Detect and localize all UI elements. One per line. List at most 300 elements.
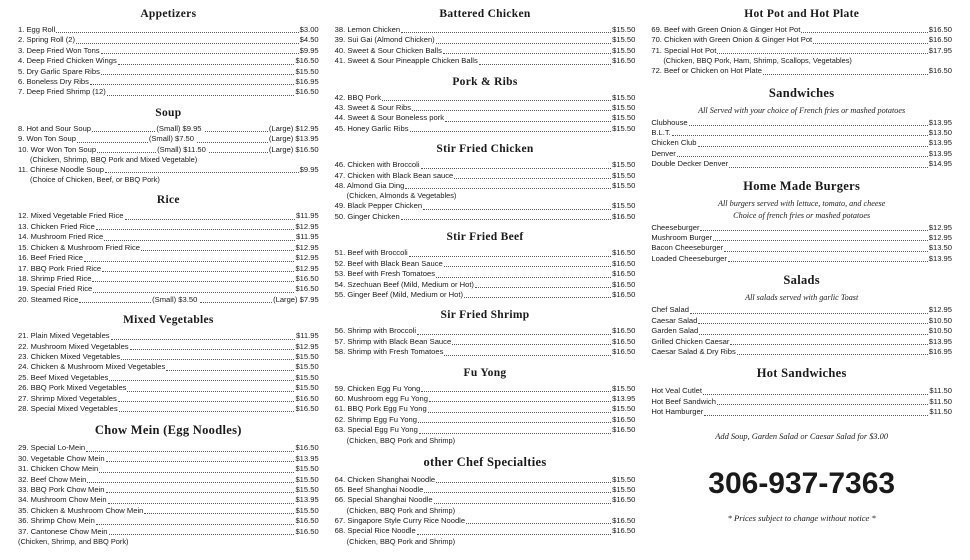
leader-dots	[410, 125, 612, 132]
item-note: (Chicken, BBQ Pork and Shrimp)	[346, 435, 456, 445]
item-name: 55. Ginger Beef (Mild, Medium or Hot)	[334, 289, 463, 299]
item-name: 72. Beef or Chicken on Hot Plate	[651, 66, 762, 76]
menu-item	[335, 415, 636, 425]
section-hot-pot-hot-plate	[651, 8, 952, 77]
item-name: 19. Special Fried Rice	[18, 284, 93, 294]
menu-item	[18, 222, 319, 232]
item-name: Hot Hamburger	[651, 407, 704, 417]
item-name: 17. BBQ Pork Fried Rice	[18, 263, 102, 273]
item-price: $9.95	[299, 45, 319, 55]
menu-item	[18, 124, 319, 134]
section-stir-fried-beef	[335, 231, 636, 300]
section-title: Rice	[156, 194, 180, 207]
leader-dots	[428, 406, 611, 413]
section-fu-yong	[335, 367, 636, 446]
item-price: $16.50	[612, 279, 636, 289]
item-price: $16.95	[295, 77, 319, 87]
section-subtitle: All Served with your choice of French fries or mashed potatoes	[698, 105, 906, 115]
item-name: Garden Salad	[651, 326, 699, 336]
menu-item	[18, 362, 319, 372]
item-price: $16.50	[295, 526, 319, 536]
item-price: $15.50	[612, 404, 636, 414]
item-name: 25. Beef Mixed Vegetables	[18, 372, 109, 382]
item-price: $15.50	[295, 485, 319, 494]
leader-dots	[419, 427, 611, 434]
item-price: $10.50	[928, 315, 953, 325]
leader-dots	[412, 104, 611, 111]
item-name: 71. Special Hot Pot	[651, 45, 717, 55]
section-title: Battered Chicken	[439, 8, 531, 20]
leader-dots	[166, 364, 294, 371]
menu-item	[651, 305, 952, 315]
section-hot-sandwiches	[651, 366, 952, 440]
item-price: $16.95	[928, 346, 953, 356]
item-price: $10.50	[928, 326, 953, 336]
leader-dots	[417, 328, 611, 335]
leader-dots	[200, 296, 272, 303]
item-price: $12.95	[928, 305, 953, 315]
item-name: 40. Sweet & Sour Chicken Balls	[334, 45, 442, 55]
item-price: $16.50	[928, 25, 953, 34]
item-name: 36. Shrimp Chow Mein	[18, 516, 95, 526]
section-title: Home Made Burgers	[743, 178, 861, 193]
menu-item	[18, 373, 319, 383]
item-price: $11.50	[929, 407, 953, 417]
leader-dots	[205, 125, 268, 132]
menu-item	[335, 259, 636, 269]
menu-item	[335, 337, 636, 347]
item-name: Cheeseburger	[651, 222, 700, 232]
leader-dots	[130, 343, 295, 350]
section-title: Pork & Ribs	[452, 75, 518, 88]
item-name: 49. Black Pepper Chicken	[334, 201, 423, 211]
item-name: 1. Egg Roll	[18, 25, 56, 34]
item-price: $11.50	[929, 396, 953, 406]
item-name: 28. Special Mixed Vegetables	[18, 403, 118, 413]
item-price: $16.50	[612, 56, 636, 66]
leader-dots	[475, 281, 611, 288]
leader-dots	[109, 528, 295, 535]
menu-item	[18, 46, 319, 56]
leader-dots	[703, 388, 928, 395]
item-price: $15.50	[612, 25, 636, 34]
item-name: Hot Beef Sandwich	[651, 396, 716, 406]
item-name: 29. Special Lo-Mein	[18, 443, 86, 453]
item-price: $16.50	[295, 403, 319, 413]
item-price: $16.50	[612, 248, 636, 258]
menu-item	[18, 25, 319, 35]
menu-item	[651, 347, 952, 357]
item-name: 32. Beef Chow Mein	[18, 474, 87, 484]
menu-item	[18, 67, 319, 77]
menu-item	[651, 149, 952, 159]
menu-item	[651, 46, 952, 56]
menu-item	[18, 352, 319, 362]
leader-dots	[717, 398, 928, 405]
item-name: 43. Sweet & Sour Ribs	[334, 103, 412, 113]
item-price: $15.50	[295, 505, 319, 515]
item-price: $15.50	[612, 181, 636, 191]
item-price: $16.50	[295, 284, 319, 294]
menu-item	[335, 425, 636, 435]
menu-item	[335, 475, 636, 485]
leader-dots	[698, 317, 927, 324]
leader-dots	[713, 234, 928, 241]
item-price: $12.95	[928, 233, 953, 243]
leader-dots	[443, 47, 611, 54]
item-note: (Chicken, Shrimp, BBQ Pork and Mixed Vegetable)	[30, 155, 198, 165]
section-title: Stir Fried Beef	[446, 231, 524, 244]
item-price: $16.50	[295, 516, 319, 526]
item-name: 47. Chicken with Black Bean sauce	[334, 170, 454, 180]
item-name: 63. Special Egg Fu Yong	[334, 425, 418, 435]
item-name: Grilled Chicken Caesar	[651, 336, 730, 346]
leader-dots	[434, 497, 611, 504]
leader-dots	[444, 349, 611, 356]
menu-item	[18, 165, 319, 175]
item-name: 5. Dry Garlic Spare Ribs	[18, 66, 100, 76]
item-price: $15.50	[295, 474, 319, 484]
leader-dots	[690, 307, 928, 314]
leader-dots	[107, 89, 295, 96]
leader-dots	[118, 58, 295, 65]
item-price: $15.50	[295, 66, 319, 76]
leader-dots	[421, 162, 612, 169]
leader-dots	[444, 260, 611, 267]
leader-dots	[401, 26, 611, 33]
menu-item	[18, 454, 319, 464]
item-price: $15.50	[612, 484, 636, 494]
leader-dots	[479, 58, 611, 65]
leader-dots	[141, 244, 294, 251]
item-name: 38. Lemon Chicken	[334, 25, 401, 34]
menu-item	[651, 243, 952, 253]
item-price: $15.50	[612, 123, 636, 133]
item-note: (Chicken, Almonds & Vegetables)	[346, 191, 457, 201]
section-subtitle: All burgers served with lettuce, tomato, and cheese	[718, 198, 886, 208]
leader-dots	[421, 385, 611, 392]
item-name: 66. Special Shanghai Noodle	[334, 495, 433, 505]
item-price: $11.95	[296, 211, 319, 221]
item-name: 48. Almond Gia Ding	[334, 181, 405, 191]
menu-item	[335, 248, 636, 258]
menu-item	[335, 46, 636, 56]
item-name: 12. Mixed Vegetable Fried Rice	[18, 211, 124, 221]
leader-dots	[119, 405, 295, 412]
item-name: 3. Deep Fried Won Tons	[18, 45, 100, 55]
item-price: $16.50	[295, 393, 319, 403]
menu-item	[18, 274, 319, 284]
leader-dots	[401, 213, 611, 220]
leader-dots	[76, 37, 299, 44]
item-price: $11.95	[296, 232, 319, 242]
item-name: 34. Mushroom Chow Mein	[18, 495, 107, 505]
section-title: Salads	[783, 273, 820, 288]
menu-item	[651, 118, 952, 128]
section-title: Sir Fried Shrimp	[440, 309, 530, 322]
item-price: $13.50	[928, 128, 953, 138]
section-title: other Chef Specialties	[423, 454, 547, 469]
item-price: $13.95	[928, 148, 953, 158]
item-name: B.L.T.	[651, 128, 671, 138]
item-name: 22. Mushroom Mixed Vegetables	[18, 341, 129, 351]
menu-item	[335, 93, 636, 103]
leader-dots	[108, 497, 295, 504]
item-price: $16.50	[612, 347, 636, 357]
item-price: $16.50	[295, 87, 319, 97]
leader-dots	[106, 455, 295, 462]
item-price: $16.50	[928, 35, 953, 45]
phone-number[interactable]: 306-937-7363	[708, 466, 896, 500]
item-name: 30. Vegetable Chow Mein	[18, 453, 105, 463]
item-name: 9. Won Ton Soup	[18, 134, 76, 144]
item-name: Clubhouse	[651, 117, 688, 127]
menu-item	[335, 212, 636, 222]
leader-dots	[417, 528, 611, 535]
item-name: Denver	[651, 148, 676, 158]
item-price: $16.50	[612, 526, 636, 536]
leader-dots	[454, 172, 611, 179]
leader-dots	[728, 255, 928, 262]
leader-dots	[382, 94, 611, 101]
item-name: 39. Sui Gai (Almond Chicken)	[334, 35, 435, 45]
menu-item	[335, 56, 636, 66]
leader-dots	[92, 275, 294, 282]
item-name: 64. Chicken Shanghai Noodle	[334, 474, 436, 484]
item-price-small: (Small) $3.50	[152, 294, 198, 304]
item-price-large: (Large) $16.50	[268, 144, 319, 154]
item-price: $14.95	[928, 159, 953, 169]
item-name: 56. Shrimp with Broccoli	[334, 326, 417, 336]
item-name: 13. Chicken Fried Rice	[18, 221, 95, 231]
item-name: 11. Chinese Noodle Soup	[18, 165, 104, 175]
item-price: $11.95	[296, 331, 319, 341]
item-price: $13.95	[928, 138, 953, 148]
item-name: 16. Beef Fried Rice	[18, 253, 83, 263]
item-price: $16.50	[295, 273, 319, 283]
item-name: 54. Szechuan Beef (Mild, Medium or Hot)	[334, 279, 474, 289]
item-name: 60. Mushroom egg Fu Yong	[334, 393, 428, 403]
menu-item	[651, 35, 952, 45]
item-price: $13.95	[612, 393, 636, 403]
item-name: Chef Salad	[651, 305, 689, 315]
section-title: Stir Fried Chicken	[436, 143, 534, 156]
menu-item	[335, 526, 636, 536]
leader-dots	[96, 518, 295, 525]
menu-item	[18, 243, 319, 253]
section-title: Mixed Vegetables	[122, 314, 214, 327]
menu-item	[18, 211, 319, 221]
leader-dots	[97, 146, 156, 153]
item-name: Bacon Cheeseburger	[651, 243, 724, 253]
item-price: $12.95	[295, 221, 319, 231]
item-name: 7. Deep Fried Shrimp (12)	[18, 87, 106, 97]
menu-item	[651, 128, 952, 138]
item-note: (Chicken, Shrimp, and BBQ Pork)	[18, 537, 129, 547]
menu-column-1	[10, 8, 327, 556]
menu-item	[18, 342, 319, 352]
item-name: 23. Chicken Mixed Vegetables	[18, 351, 121, 361]
item-name: 20. Steamed Rice	[18, 294, 79, 304]
menu-item	[18, 284, 319, 294]
item-price: $15.50	[612, 92, 636, 102]
section-title: Hot Pot and Hot Plate	[744, 8, 860, 20]
menu-item	[335, 290, 636, 300]
menu-item	[651, 233, 952, 243]
leader-dots	[99, 466, 294, 473]
item-price: $12.95	[295, 263, 319, 273]
item-name: 26. BBQ Pork Mixed Vegetables	[18, 383, 127, 393]
menu-item	[18, 134, 319, 144]
section-sandwiches	[651, 86, 952, 170]
menu-item	[18, 506, 319, 516]
section-title: Soup	[155, 106, 182, 119]
leader-dots	[121, 353, 294, 360]
section-salads	[651, 273, 952, 357]
leader-dots	[423, 203, 611, 210]
leader-dots	[464, 291, 611, 298]
item-price: $15.50	[612, 35, 636, 45]
leader-dots	[106, 486, 295, 493]
item-name: 53. Beef with Fresh Tomatoes	[334, 269, 435, 279]
item-price: $15.50	[295, 372, 319, 382]
menu-item	[335, 404, 636, 414]
item-name: 27. Shrimp Mixed Vegetables	[18, 393, 117, 403]
leader-dots	[689, 119, 928, 126]
item-name: 44. Sweet & Sour Boneless pork	[334, 113, 444, 123]
menu-column-3	[643, 8, 960, 556]
section-title: Appetizers	[140, 8, 197, 20]
menu-item	[651, 337, 952, 347]
item-price: $15.50	[612, 383, 636, 393]
leader-dots	[101, 47, 299, 54]
item-price: $16.50	[295, 443, 319, 453]
item-name: 68. Special Rice Noodle	[334, 526, 416, 536]
item-note: (Chicken, BBQ Pork, Ham, Shrimp, Scallops, Vegetables)	[663, 56, 852, 66]
item-price: $16.50	[612, 211, 636, 221]
leader-dots	[700, 224, 927, 231]
menu-item	[335, 181, 636, 191]
item-name: Chicken Club	[651, 138, 697, 148]
item-name: 2. Spring Roll (2)	[18, 35, 75, 45]
leader-dots	[729, 161, 928, 168]
menu-item	[335, 160, 636, 170]
item-name: 70. Chicken with Green Onion & Ginger Hot Pot	[651, 35, 813, 45]
leader-dots	[704, 409, 928, 416]
menu-item	[18, 527, 319, 537]
leader-dots	[466, 517, 611, 524]
section-stir-fried-chicken	[335, 143, 636, 222]
menu-item	[651, 159, 952, 169]
section-soup	[18, 107, 319, 186]
menu-item	[335, 124, 636, 134]
leader-dots	[209, 146, 268, 153]
item-name: 61. BBQ Pork Egg Fu Yong	[334, 404, 427, 414]
menu-item	[18, 475, 319, 485]
leader-dots	[86, 445, 294, 452]
item-name: Caesar Salad & Dry Ribs	[651, 346, 736, 356]
section-battered-chicken	[335, 8, 636, 67]
item-price: $12.95	[295, 341, 319, 351]
item-note: (Chicken, BBQ Pork and Shrimp)	[346, 536, 456, 546]
item-price: $16.50	[612, 336, 636, 346]
menu-item	[335, 269, 636, 279]
leader-dots	[77, 136, 148, 143]
menu-item	[18, 232, 319, 242]
item-price-small: (Small) $11.50	[157, 144, 206, 154]
item-name: 57. Shrimp with Black Bean Sauce	[334, 336, 452, 346]
menu-item	[651, 25, 952, 35]
section-stir-fried-shrimp	[335, 309, 636, 357]
leader-dots	[445, 115, 611, 122]
item-name: 18. Shrimp Fried Rice	[18, 273, 92, 283]
leader-dots	[87, 476, 294, 483]
item-name: 46. Chicken with Broccoli	[334, 160, 420, 170]
leader-dots	[763, 68, 928, 75]
item-name: 35. Chicken & Mushroom Chow Mein	[18, 505, 144, 515]
item-price: $15.50	[612, 474, 636, 484]
leader-dots	[104, 234, 295, 241]
menu-item	[651, 407, 952, 417]
leader-dots	[405, 182, 611, 189]
item-price: $9.95	[299, 165, 319, 175]
menu-item	[18, 145, 319, 155]
leader-dots	[109, 374, 294, 381]
price-disclaimer: * Prices subject to change without notice *	[727, 512, 876, 523]
item-price: $4.50	[299, 35, 319, 45]
menu-item	[335, 485, 636, 495]
menu-item	[18, 56, 319, 66]
section-rice	[18, 194, 319, 305]
menu-item	[651, 138, 952, 148]
item-price: $12.95	[928, 222, 953, 232]
item-price: $17.95	[928, 45, 953, 55]
add-on-note: Add Soup, Garden Salad or Caesar Salad for $3.00	[715, 431, 889, 441]
menu-item	[18, 404, 319, 414]
leader-dots	[672, 129, 928, 136]
menu-item	[651, 254, 952, 264]
item-price: $15.50	[612, 113, 636, 123]
leader-dots	[79, 296, 151, 303]
item-name: 51. Beef with Broccoli	[334, 248, 408, 258]
menu-item	[335, 394, 636, 404]
menu-column-2	[327, 8, 644, 556]
menu-item	[335, 280, 636, 290]
menu-item	[335, 201, 636, 211]
leader-dots	[429, 395, 611, 402]
leader-dots	[118, 395, 295, 402]
item-price-large: (Large) $7.95	[273, 294, 319, 304]
item-name: 10. Wor Won Ton Soup	[18, 144, 97, 154]
leader-dots	[90, 78, 295, 85]
leader-dots	[409, 250, 611, 257]
menu-item	[18, 394, 319, 404]
item-price: $13.95	[928, 336, 953, 346]
leader-dots	[436, 37, 611, 44]
menu-item	[18, 35, 319, 45]
section-appetizers	[18, 8, 319, 98]
leader-dots	[813, 37, 928, 44]
item-name: 33. BBQ Pork Chow Mein	[18, 485, 105, 494]
menu-item	[18, 253, 319, 263]
menu-item	[18, 516, 319, 526]
section-home-made-burgers	[651, 179, 952, 265]
item-name: 14. Mushroom Fried Rice	[18, 232, 104, 242]
menu-item	[335, 495, 636, 505]
item-price-small: (Small) $7.50	[148, 134, 194, 144]
item-price: $15.50	[612, 170, 636, 180]
item-name: Double Decker Denver	[651, 159, 729, 169]
